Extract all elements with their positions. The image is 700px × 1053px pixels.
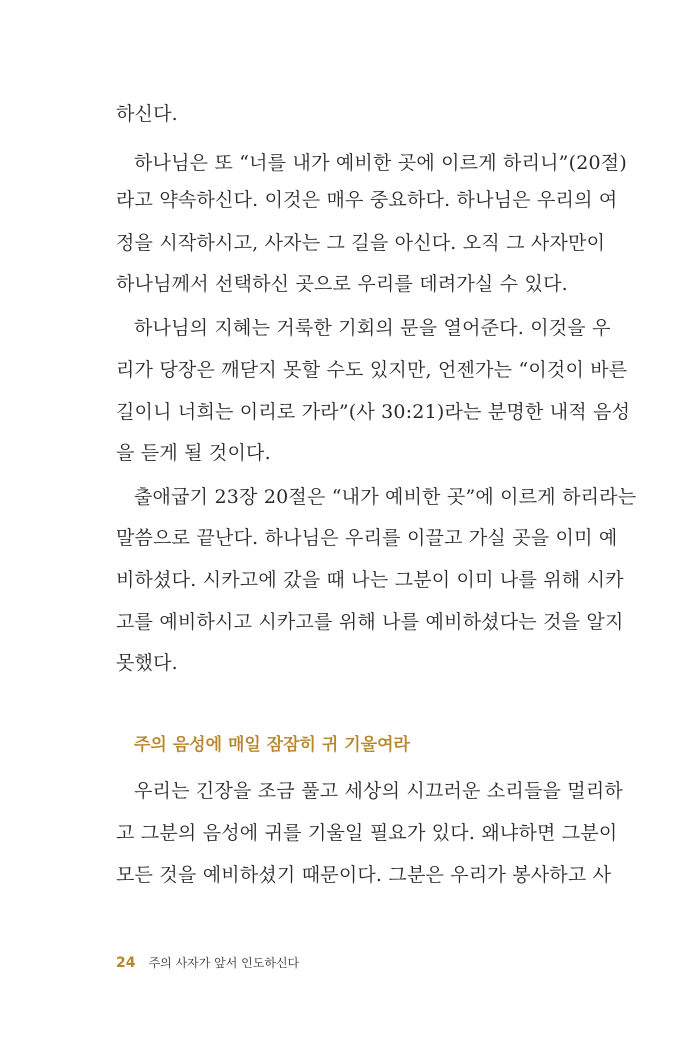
text-line: 라고 약속하신다. 이것은 매우 중요하다. 하나님은 우리의 여 bbox=[116, 189, 618, 211]
text-line: 정을 시작하시고, 사자는 그 길을 아신다. 오직 그 사자만이 bbox=[116, 232, 606, 254]
text-line: 비하셨다. 시카고에 갔을 때 나는 그분이 이미 나를 위해 시카 bbox=[116, 569, 624, 591]
text-line: 하나님께서 선택하신 곳으로 우리를 데려가실 수 있다. bbox=[116, 273, 568, 295]
text-line: 모든 것을 예비하셨기 때문이다. 그분은 우리가 봉사하고 사 bbox=[116, 864, 612, 886]
text-line: 못했다. bbox=[116, 652, 178, 674]
text-line: 고 그분의 음성에 귀를 기울일 필요가 있다. 왜냐하면 그분이 bbox=[116, 822, 618, 844]
running-title: 주의 사자가 앞서 인도하신다 bbox=[148, 956, 300, 970]
text-line: 하나님의 지혜는 거룩한 기회의 문을 열어준다. 이것을 우 bbox=[134, 317, 611, 339]
page-footer bbox=[116, 952, 299, 973]
text-line: 을 듣게 될 것이다. bbox=[116, 442, 271, 464]
text-line: 출애굽기 23장 20절은 “내가 예비한 곳”에 이르게 하리라는 bbox=[134, 486, 637, 508]
text-line: 우리는 긴장을 조금 풀고 세상의 시끄러운 소리들을 멀리하 bbox=[134, 780, 623, 802]
text-line: 말씀으로 끝난다. 하나님은 우리를 이끌고 가실 곳을 이미 예 bbox=[116, 527, 618, 549]
page-number: 24 bbox=[116, 955, 136, 971]
text-line: 고를 예비하시고 시카고를 위해 나를 예비하셨다는 것을 알지 bbox=[116, 611, 624, 633]
text-line: 하나님은 또 “너를 내가 예비한 곳에 이르게 하리니”(20절) bbox=[134, 152, 627, 174]
text-line: 리가 당장은 깨닫지 못할 수도 있지만, 언젠가는 “이것이 바른 bbox=[116, 359, 628, 381]
section-heading: 주의 음성에 매일 잠잠히 귀 기울여라 bbox=[134, 735, 410, 755]
text-line: 하신다. bbox=[116, 103, 178, 125]
text-line: 길이니 너희는 이리로 가라”(사 30:21)라는 분명한 내적 음성 bbox=[116, 401, 631, 423]
